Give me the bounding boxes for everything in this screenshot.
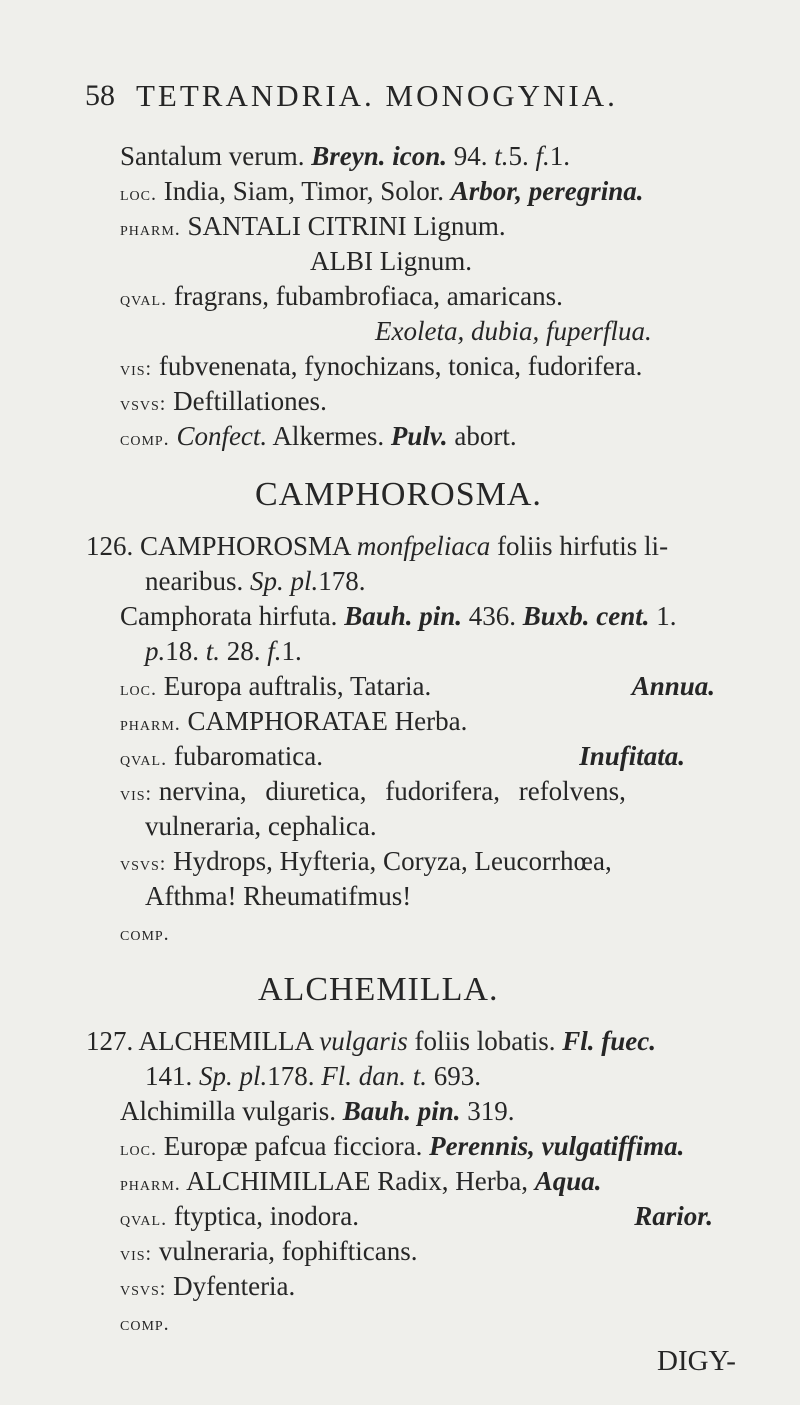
comp-label: comp. — [120, 428, 170, 450]
fig-label: f. — [267, 636, 282, 666]
loc-note: Arbor — [450, 176, 516, 206]
species-description: foliis hirfutis li- — [497, 531, 669, 561]
santalum-usus-line — [120, 385, 327, 420]
santalum-qual-line — [120, 280, 563, 315]
loc-text: Europæ pafcua ficciora. — [163, 1131, 423, 1161]
species-description: foliis lobatis. — [414, 1026, 556, 1056]
catchword: DIGY- — [657, 1345, 736, 1377]
reference-page: 178. — [318, 566, 366, 596]
camphorosma-synonym-line — [120, 600, 677, 632]
page-number: 58 — [85, 79, 115, 112]
reference-page-2: 1. — [656, 601, 677, 631]
camphorosma-pharm-line — [120, 705, 467, 740]
synonym-text: Alchimilla vulgaris. — [120, 1096, 336, 1126]
reference-author: Bauh. pin. — [342, 1096, 461, 1126]
qual-label: qval. — [120, 1208, 168, 1230]
species-genus: CAMPHOROSMA — [140, 531, 351, 561]
camphorosma-qual-line — [120, 740, 323, 775]
camphorosma-loc-note: Annua. — [631, 671, 715, 701]
camphorosma-synonym-line-2 — [145, 635, 302, 667]
alchemilla-loc-line — [120, 1130, 684, 1165]
pharm-note: Aqua. — [534, 1166, 602, 1196]
santalum-pharm-line — [120, 210, 506, 245]
camphorosma-loc-line — [120, 670, 431, 705]
running-head: TETRANDRIA. MONOGYNIA. — [136, 78, 618, 113]
qual-label: qval. — [120, 288, 168, 310]
qual-text: fragrans, fubambrofiaca, amaricans. — [173, 281, 563, 311]
qual-label: qval. — [120, 748, 168, 770]
fig-number: 1. — [281, 636, 302, 666]
pharm-text: ALCHIMILLAE Radix, Herba, — [186, 1166, 528, 1196]
reference-author-2: Buxb. cent. — [522, 601, 650, 631]
usus-label: vsvs: — [120, 853, 167, 875]
comp-note: Confect. — [176, 421, 268, 451]
camphorosma-species-line — [86, 530, 668, 562]
pharm-label: pharm. — [120, 1173, 181, 1195]
camphorosma-usus-line — [120, 845, 612, 880]
species-epithet: monfpeliaca — [356, 531, 491, 561]
alchemilla-vis-line — [120, 1235, 418, 1270]
reference-tab: 5. — [508, 141, 529, 171]
camphorosma-comp-line — [120, 915, 170, 950]
usus-text: Deftillationes. — [173, 386, 327, 416]
vis-label: vis: — [120, 783, 153, 805]
santalum-loc-line — [120, 175, 644, 210]
reference-author: Bauh. pin. — [344, 601, 462, 631]
comp-text-2: abort. — [454, 421, 517, 451]
alchemilla-usus-line — [120, 1270, 295, 1305]
reference-page: 319. — [467, 1096, 515, 1126]
species-number: 126. — [86, 531, 134, 561]
reference-tab-label: t. — [494, 141, 509, 171]
page-number-ref: 18. — [165, 636, 199, 666]
description-cont: nearibus. — [145, 566, 244, 596]
usus-text: Dyfenteria. — [173, 1271, 296, 1301]
synonym-text: Santalum verum. — [120, 141, 305, 171]
reference-page: 94. — [453, 141, 488, 171]
alchemilla-synonym-line — [120, 1095, 515, 1127]
comp-note-2: Pulv. — [390, 421, 448, 451]
loc-label: loc. — [120, 1138, 157, 1160]
pharm-label: pharm. — [120, 218, 181, 240]
pharm-text: SANTALI CITRINI Lignum. — [187, 211, 506, 241]
reference-author-3: Fl. dan. — [321, 1061, 407, 1091]
reference-author: Fl. fuec. — [562, 1026, 657, 1056]
reference-fig-label: f. — [535, 141, 550, 171]
camphorosma-usus-line-2: Afthma! Rheumatifmus! — [145, 881, 412, 911]
species-epithet: vulgaris — [319, 1026, 408, 1056]
loc-text: Europa auftralis, Tataria. — [163, 671, 432, 701]
alchemilla-pharm-line — [120, 1165, 602, 1200]
santalum-vis-line — [120, 350, 642, 385]
camphorosma-vis-line-2: vulneraria, cephalica. — [145, 811, 377, 841]
tab-label: t. — [412, 1061, 428, 1091]
comp-text: Alkermes. — [272, 421, 385, 451]
camphorosma-vis-line — [120, 775, 626, 810]
reference-fig: 1. — [549, 141, 571, 171]
comp-label: comp. — [120, 1313, 170, 1335]
reference-author: Breyn. icon. — [311, 141, 447, 171]
alchemilla-species-line — [86, 1025, 656, 1057]
tab-number: 28. — [226, 636, 261, 666]
tab-label: t. — [205, 636, 221, 666]
qual-text: fubaromatica. — [173, 741, 324, 771]
santalum-synonym-line — [120, 140, 570, 172]
alchemilla-qual-note: Rarior. — [634, 1201, 713, 1231]
genus-heading-camphorosma: CAMPHOROSMA. — [255, 476, 542, 513]
santalum-pharm-line-2: ALBI Lignum. — [310, 246, 472, 276]
pharm-label: pharm. — [120, 713, 181, 735]
loc-label: loc. — [120, 183, 157, 205]
camphorosma-line-2 — [145, 565, 365, 597]
loc-note-2: , peregrina. — [515, 176, 644, 206]
usus-label: vsvs: — [120, 393, 167, 415]
vis-text: nervina, diuretica, fudorifera, refolvens, — [158, 776, 626, 806]
qual-text: ftyptica, inodora. — [173, 1201, 360, 1231]
loc-text: India, Siam, Timor, Solor. — [163, 176, 444, 206]
page-label: p. — [145, 636, 166, 666]
tab-number: 693. — [433, 1061, 482, 1091]
santalum-comp-line — [120, 420, 517, 455]
species-number: 127. — [86, 1026, 134, 1056]
alchemilla-qual-line — [120, 1200, 359, 1235]
usus-text: Hydrops, Hyfteria, Coryza, Leucorrhœa, — [173, 846, 612, 876]
species-genus: ALCHEMILLA — [138, 1026, 313, 1056]
reference-page: 436. — [468, 601, 516, 631]
comp-label: comp. — [120, 923, 170, 945]
alchemilla-comp-line — [120, 1305, 170, 1340]
alchemilla-line-2 — [145, 1060, 481, 1092]
usus-label: vsvs: — [120, 1278, 167, 1300]
vis-text: fubvenenata, fynochizans, tonica, fudorifera. — [158, 351, 643, 381]
camphorosma-qual-note: Inufitata. — [579, 741, 685, 771]
reference-author: Sp. pl. — [249, 566, 319, 596]
reference-page-2: 178. — [267, 1061, 315, 1091]
genus-heading-alchemilla: ALCHEMILLA. — [258, 971, 499, 1008]
vis-text: vulneraria, fophifticans. — [158, 1236, 418, 1266]
reference-author-2: Sp. pl. — [199, 1061, 268, 1091]
reference-page: 141. — [145, 1061, 193, 1091]
loc-label: loc. — [120, 678, 157, 700]
loc-note: Perennis, vulgatiffima. — [429, 1131, 685, 1161]
vis-label: vis: — [120, 358, 153, 380]
pharm-text: CAMPHORATAE Herba. — [187, 706, 468, 736]
vis-label: vis: — [120, 1243, 153, 1265]
santalum-qual-line-2: Exoleta, dubia, fuperflua. — [375, 316, 652, 346]
synonym-text: Camphorata hirfuta. — [120, 601, 338, 631]
